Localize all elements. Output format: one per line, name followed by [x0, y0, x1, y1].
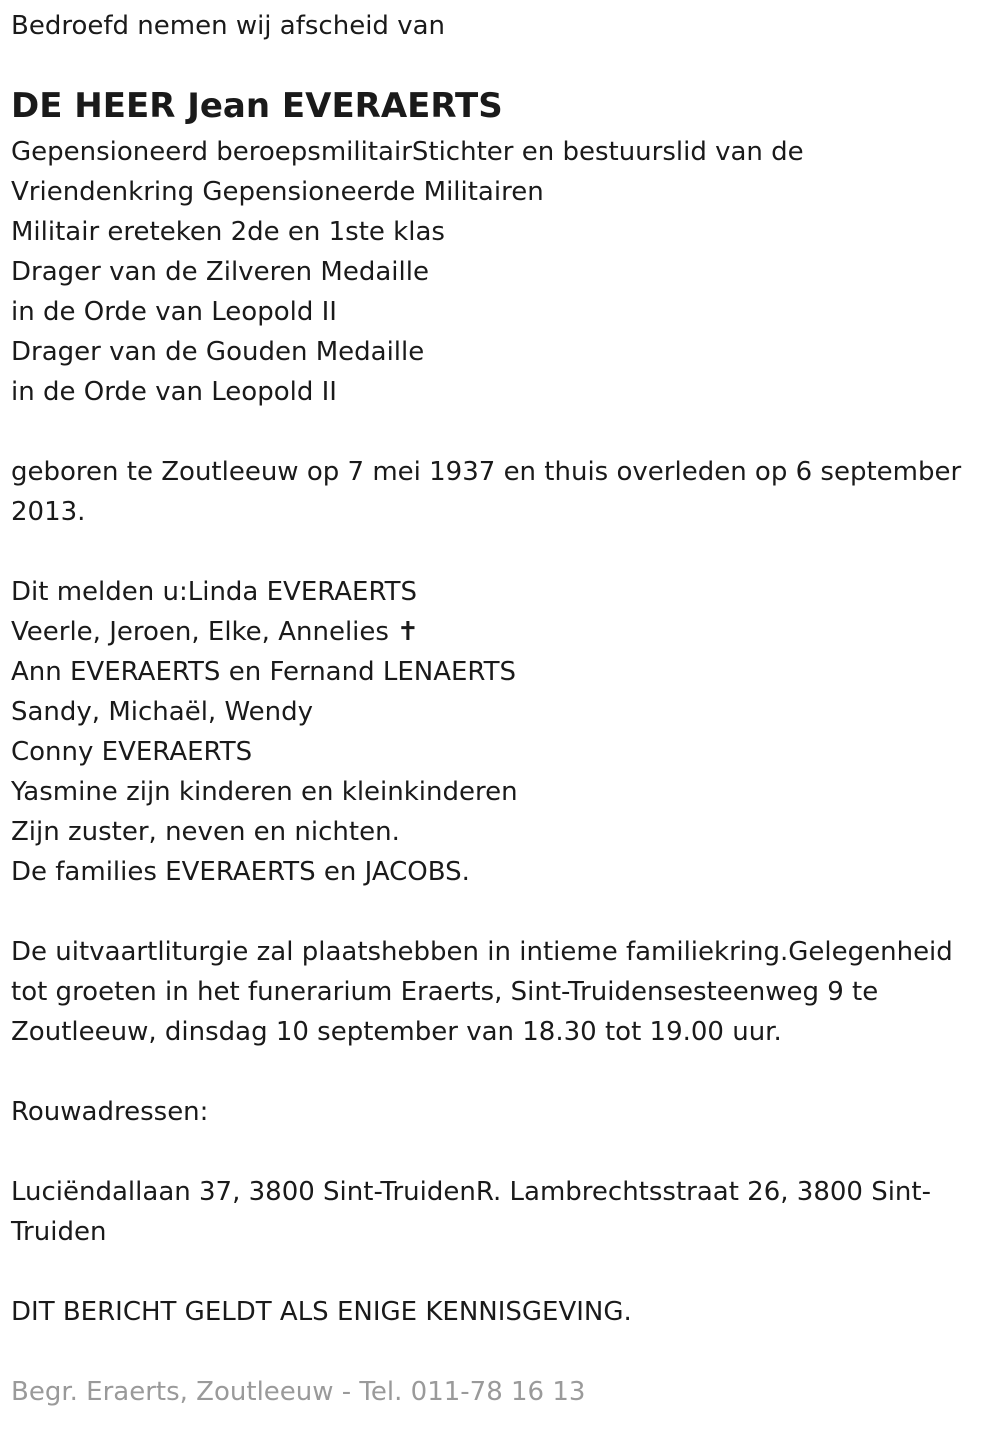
deceased-name: DE HEER Jean EVERAERTS [11, 86, 503, 126]
family-line: De families EVERAERTS en JACOBS. [11, 857, 470, 887]
family-line: Sandy, Michaël, Wendy [11, 697, 313, 727]
title-line: Gepensioneerd beroepsmilitairStichter en bestuurslid van de [11, 137, 804, 167]
family-line: Dit melden u:Linda EVERAERTS [11, 577, 418, 607]
intro-text: Bedroefd nemen wij afscheid van [11, 11, 445, 41]
family-line: Zijn zuster, neven en nichten. [11, 817, 400, 847]
family-line [11, 612, 986, 652]
family-line: Conny EVERAERTS [11, 737, 253, 767]
funeral-home-footer: Begr. Eraerts, Zoutleeuw - Tel. 011-78 16 13 [11, 1377, 586, 1407]
notice-text: DIT BERICHT GELDT ALS ENIGE KENNISGEVING. [11, 1297, 632, 1327]
cross-icon: ✝ [396, 617, 419, 647]
funeral-info-text: De uitvaartliturgie zal plaatshebben in intieme familiekring.Gelegenheid tot groeten in het funerarium Eraerts, Sint-Truidensesteenweg 9 te Zoutleeuw, dinsdag 10 september van 18.30 tot 19.00 uur. [11, 937, 953, 1047]
titles-list [11, 132, 986, 412]
title-line: Vriendenkring Gepensioneerde Militairen [11, 177, 544, 207]
obituary-notice [11, 0, 986, 1412]
title-line: Drager van de Gouden Medaille [11, 337, 425, 367]
family-list [11, 572, 986, 892]
addresses-label: Rouwadressen: [11, 1097, 209, 1127]
title-line: Drager van de Zilveren Medaille [11, 257, 429, 287]
title-line: in de Orde van Leopold II [11, 297, 337, 327]
family-line: Yasmine zijn kinderen en kleinkinderen [11, 777, 518, 807]
birth-death-text: geboren te Zoutleeuw op 7 mei 1937 en thuis overleden op 6 september 2013. [11, 457, 962, 527]
addresses-text: Luciëndallaan 37, 3800 Sint-TruidenR. Lambrechtsstraat 26, 3800 Sint-Truiden [11, 1177, 931, 1247]
title-line: in de Orde van Leopold II [11, 377, 337, 407]
title-line: Militair ereteken 2de en 1ste klas [11, 217, 445, 247]
family-line: Ann EVERAERTS en Fernand LENAERTS [11, 657, 516, 687]
family-line-text: Veerle, Jeroen, Elke, Annelies [11, 617, 389, 647]
